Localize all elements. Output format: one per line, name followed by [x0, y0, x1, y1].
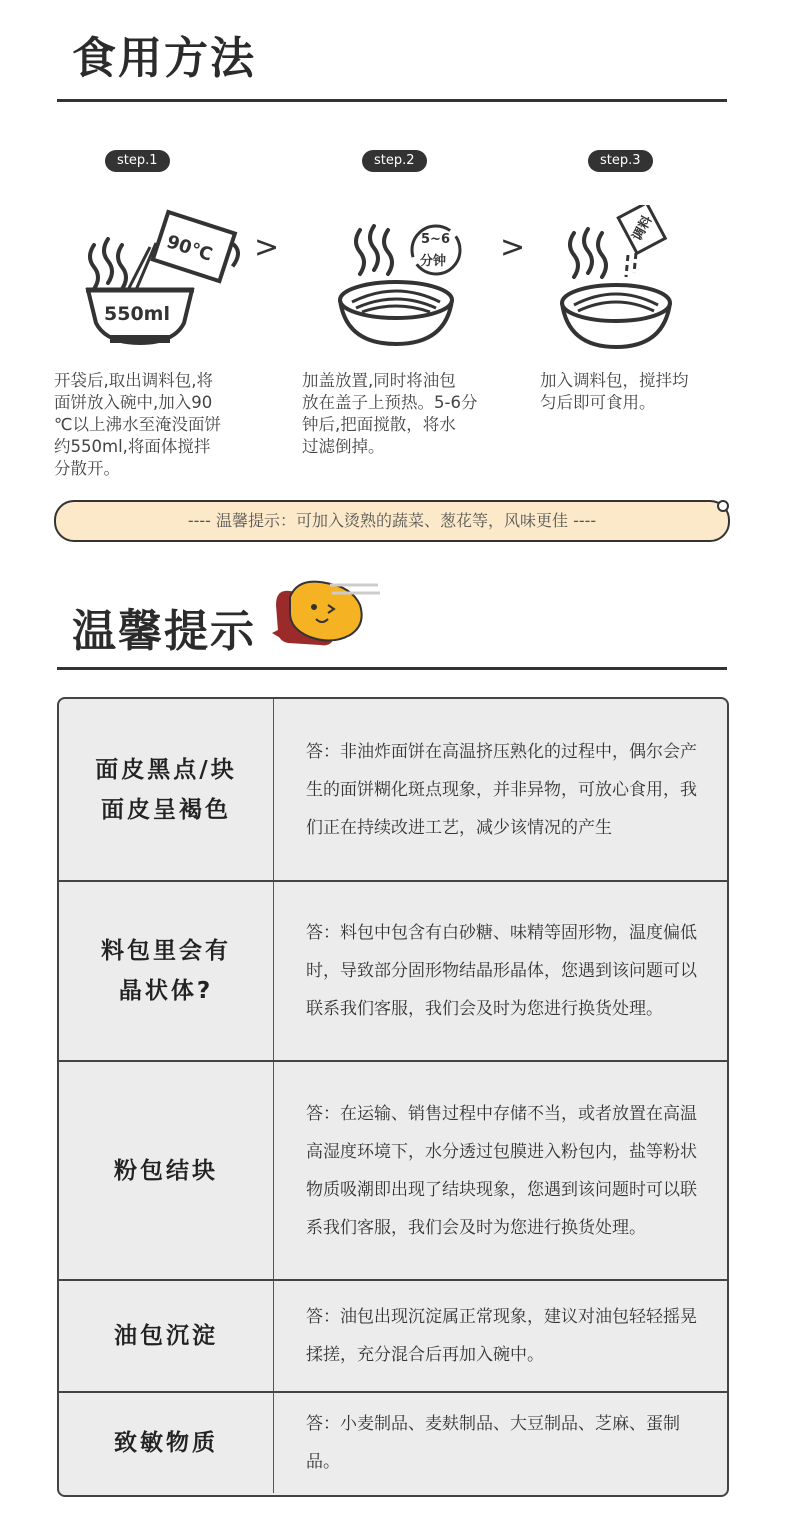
tip-banner-dot — [717, 500, 729, 512]
step3-description: 加入调料包，搅拌均 匀后即可食用。 — [540, 371, 689, 412]
tip-banner: ---- 温馨提示：可加入烫熟的蔬菜、葱花等，风味更佳 ---- — [54, 500, 730, 542]
faq-answer: 答：非油炸面饼在高温挤压熟化的过程中，偶尔会产生的面饼糊化斑点现象，并非异物，可放心食用，我们正在持续改进工艺，减少该情况的产生 — [306, 741, 697, 838]
faq-row — [59, 882, 727, 1062]
mascot-icon — [270, 575, 385, 650]
tips-title-rule — [57, 667, 727, 670]
faq-row — [59, 1281, 727, 1393]
step2-description: 加盖放置,同时将油包 放在盖子上预热。5-6分 钟后,把面搅散，将水 过滤倒掉。 — [302, 371, 478, 456]
step1-badge: step.1 — [105, 150, 170, 172]
step2-badge: step.2 — [362, 150, 427, 172]
step-arrow-1: > — [254, 230, 280, 265]
faq-question: 面皮黑点/块 面皮呈褐色 — [59, 699, 274, 880]
faq-answer: 答：小麦制品、麦麸制品、大豆制品、芝麻、蛋制品。 — [306, 1414, 680, 1472]
faq-question: 料包里会有 晶状体? — [59, 882, 274, 1060]
faq-answer: 答：油包出现沉淀属正常现象，建议对油包轻轻摇晃揉搓，充分混合后再加入碗中。 — [306, 1307, 697, 1365]
step-arrow-2: > — [500, 230, 526, 265]
timer-minutes-label: 5~6 — [421, 232, 450, 247]
usage-title: 食用方法 — [72, 33, 256, 84]
faq-question: 粉包结块 — [59, 1062, 274, 1279]
kettle-temp-label: 90℃ — [163, 231, 215, 266]
faq-question: 油包沉淀 — [59, 1281, 274, 1391]
faq-answer: 答：料包中包含有白砂糖、味精等固形物，温度偏低时，导致部分固形物结晶形晶体，您遇到该问题可以联系我们客服，我们会及时为您进行换货处理。 — [306, 923, 697, 1019]
seasoning-packet-label: 调料 — [630, 213, 656, 244]
bowl-volume-label: 550ml — [104, 303, 170, 325]
faq-question: 致敏物质 — [59, 1393, 274, 1493]
noodle-bowl-seasoning-icon — [556, 205, 686, 355]
faq-table — [57, 697, 729, 1497]
step1-description: 开袋后,取出调料包,将 面饼放入碗中,加入90 ℃以上沸水至淹没面饼 约550ml,将面体搅拌 分散开。 — [54, 371, 222, 478]
faq-row — [59, 699, 727, 882]
faq-row — [59, 1062, 727, 1281]
bowl-kettle-icon — [80, 205, 240, 350]
tips-title: 温馨提示 — [72, 606, 256, 657]
timer-unit-label: 分钟 — [420, 254, 447, 269]
step3-badge: step.3 — [588, 150, 653, 172]
faq-answer: 答：在运输、销售过程中存储不当，或者放置在高温高湿度环境下，水分透过包膜进入粉包内，盐等粉状物质吸潮即出现了结块现象，您遇到该问题时可以联系我们客服，我们会及时为您进行换货处理。 — [306, 1103, 697, 1238]
faq-row — [59, 1393, 727, 1493]
noodle-bowl-timer-icon — [332, 222, 472, 352]
usage-title-rule — [57, 99, 727, 102]
